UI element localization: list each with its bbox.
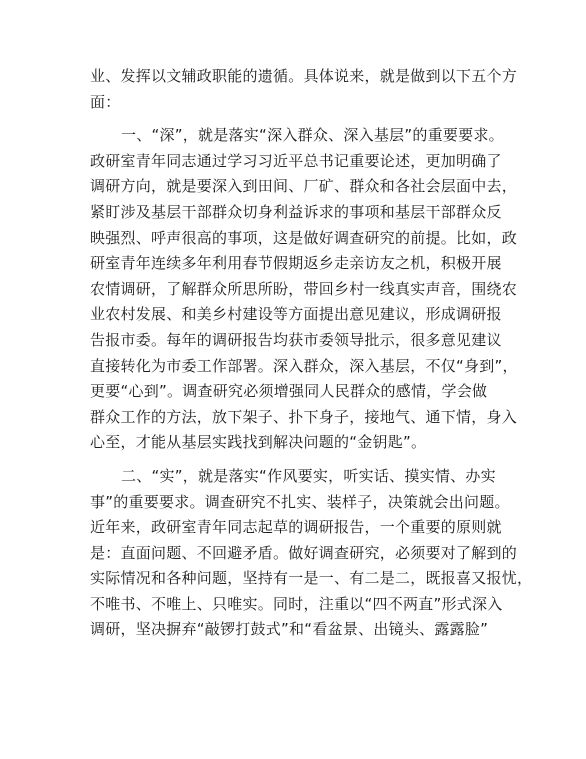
text-line: 实际情况和各种问题，坚持有一是一、有二是二，既报喜又报忧， xyxy=(90,569,533,588)
text-line: 群众工作的方法，放下架子、扑下身子，接地气、通下情，身入 xyxy=(90,407,518,426)
text-line: 研室青年连续多年利用春节假期返乡走亲访友之机，积极开展 xyxy=(90,254,502,273)
text-line: 近年来，政研室青年同志起草的调研报告，一个重要的原则就 xyxy=(90,518,502,537)
text-line: 面： xyxy=(90,92,121,111)
text-line: 紧盯涉及基层干部群众切身利益诉求的事项和基层干部群众反 xyxy=(90,202,502,221)
text-line: 事”的重要要求。调查研究不扎实、装样子，决策就会出问题。 xyxy=(90,492,510,511)
text-line: 直接转化为市委工作部署。深入群众，深入基层，不仅“身到”， xyxy=(90,356,518,375)
text-line: 更要“心到”。调查研究必须增强同人民群众的感情，学会做 xyxy=(90,382,488,401)
text-line: 政研室青年同志通过学习习近平总书记重要论述，更加明确了 xyxy=(90,151,502,170)
text-line: 一、“深”，就是落实“深入群众、深入基层”的重要要求。 xyxy=(121,126,504,145)
paragraph-gap xyxy=(90,115,510,123)
text-line: 业农村发展、和美乡村建设等方面提出意见建议，形成调研报 xyxy=(90,305,502,324)
text-line: 调研方向，就是要深入到田间、厂矿、群众和各社会层面中去， xyxy=(90,177,518,196)
text-line: 调研，坚决摒弃“敲锣打鼓式”和“看盆景、出镜头、露露脸” xyxy=(90,620,489,639)
text-line: 业、发挥以文辅政职能的遗循。具体说来，就是做到以下五个方 xyxy=(90,67,518,85)
text-line: 农情调研，了解群众所思所盼，带回乡村一线真实声音，围绕农 xyxy=(90,279,518,298)
paragraph-gap xyxy=(90,456,510,464)
text-line: 不唯书、不唯上、只唯实。同时，注重以“四不两直”形式深入 xyxy=(90,594,503,613)
text-line: 告报市委。每年的调研报告均获市委领导批示，很多意见建议 xyxy=(90,330,502,349)
text-line: 心至，才能从基层实践找到解决问题的“金钥匙”。 xyxy=(90,433,427,452)
text-line: 映强烈、呼声很高的事项，这是做好调查研究的前提。比如，政 xyxy=(90,228,518,247)
text-line: 二、“实”，就是落实“作风要实，听实话、摸实情、办实 xyxy=(121,466,496,485)
text-line: 是：直面问题、不回避矛盾。做好调查研究，必须要对了解到的 xyxy=(90,543,518,562)
document-body xyxy=(90,64,533,643)
